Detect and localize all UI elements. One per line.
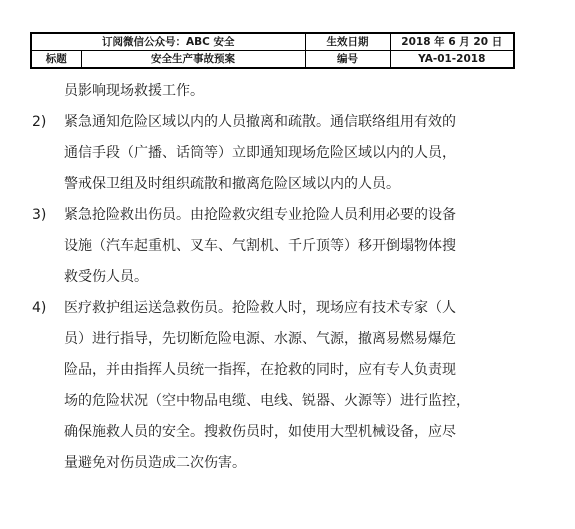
list-item-text: 紧急抢险救出伤员。由抢险救灾组专业抢险人员利用必要的设备 [64, 207, 456, 223]
document-body [30, 76, 530, 479]
list-item-4-line [30, 355, 530, 386]
list-item-text: 量避免对伤员造成二次伤害。 [64, 455, 246, 471]
code-value: YA-01-2018 [390, 51, 514, 69]
subscribe-cell: 订阅微信公众号：ABC 安全 [31, 33, 305, 51]
document-header-table [30, 32, 515, 69]
list-item-3-line [30, 200, 530, 231]
list-item-2-line [30, 169, 530, 200]
list-item-text: 通信手段（广播、话筒等）立即通知现场危险区域以内的人员， [64, 145, 456, 161]
list-item-4-line [30, 386, 530, 417]
list-item-2-line [30, 107, 530, 138]
intro-line: 员影响现场救援工作。 [64, 83, 204, 99]
list-item-text: 场的危险状况（空中物品电缆、电线、锐器、火源等）进行监控， [64, 393, 470, 409]
list-item-4-line [30, 293, 530, 324]
title-label: 标题 [31, 51, 81, 69]
list-item-3-line [30, 231, 530, 262]
title-value: 安全生产事故预案 [81, 51, 305, 69]
effective-date-label: 生效日期 [305, 33, 390, 51]
paragraph-line [30, 76, 530, 107]
list-item-2-line [30, 138, 530, 169]
list-item-text: 警戒保卫组及时组织疏散和撤离危险区域以内的人员。 [64, 176, 400, 192]
list-item-text: 确保施救人员的安全。搜救伤员时，如使用大型机械设备，应尽 [64, 424, 456, 440]
list-item-number: 4) [32, 300, 47, 316]
code-label: 编号 [305, 51, 390, 69]
header-row-2 [31, 51, 514, 69]
list-item-3-line [30, 262, 530, 293]
list-item-number: 2) [32, 114, 47, 130]
list-item-text: 救受伤人员。 [64, 269, 148, 285]
list-item-number: 3) [32, 207, 47, 223]
list-item-4-line [30, 448, 530, 479]
list-item-text: 医疗救护组运送急救伤员。抢险救人时，现场应有技术专家（人 [64, 300, 456, 316]
list-item-text: 设施（汽车起重机、叉车、气割机、千斤顶等）移开倒塌物体搜 [64, 238, 456, 254]
list-item-4-line [30, 417, 530, 448]
effective-date-value: 2018 年 6 月 20 日 [390, 33, 514, 51]
list-item-text: 险品，并由指挥人员统一指挥，在抢救的同时，应有专人负责现 [64, 362, 456, 378]
list-item-4-line [30, 324, 530, 355]
list-item-text: 紧急通知危险区域以内的人员撤离和疏散。通信联络组用有效的 [64, 114, 456, 130]
header-row-1 [31, 33, 514, 51]
list-item-text: 员）进行指导，先切断危险电源、水源、气源，撤离易燃易爆危 [64, 331, 456, 347]
